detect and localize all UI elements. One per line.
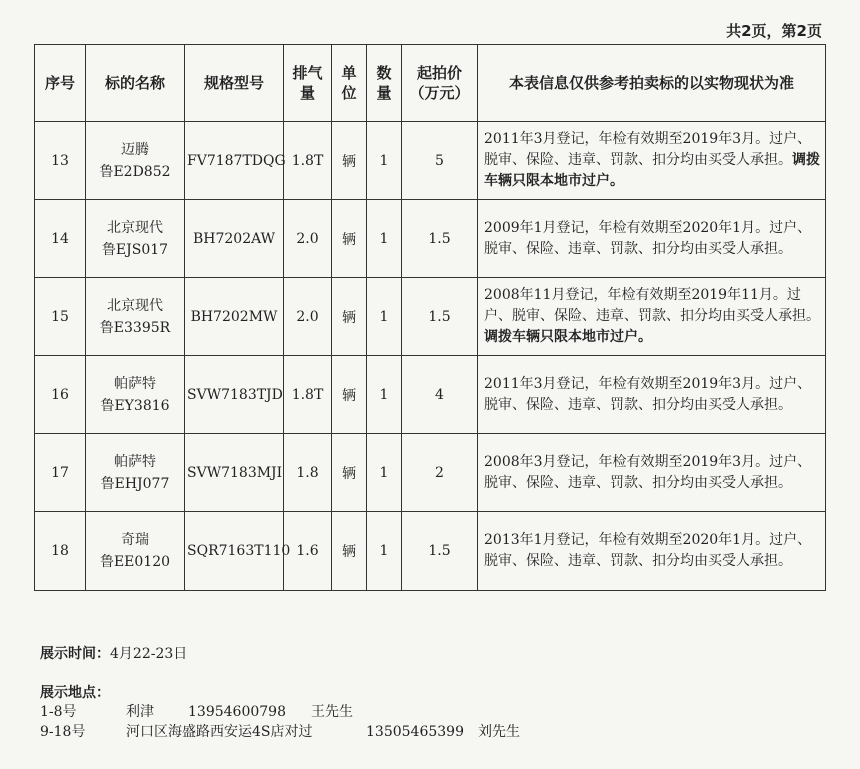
cell-note: 2008年11月登记，年检有效期至2019年11月。过户、脱审、保险、违章、罚款、扣分均由买受人承担。调拨车辆只限本地市过户。 — [478, 278, 826, 356]
cell-name: 北京现代 鲁E3395R — [86, 278, 185, 356]
display-place-label: 展示地点： — [40, 685, 110, 701]
location-phone: 13954600798 — [188, 704, 286, 720]
cell-qty: 1 — [367, 278, 402, 356]
cell-name: 奇瑞 鲁EE0120 — [86, 512, 185, 591]
cell-price: 5 — [402, 122, 478, 200]
location-row — [40, 701, 353, 721]
table-row — [35, 200, 826, 278]
cell-name: 迈腾 鲁E2D852 — [86, 122, 185, 200]
cell-price: 4 — [402, 356, 478, 434]
cell-qty: 1 — [367, 434, 402, 512]
header-seq: 序号 — [35, 45, 86, 122]
display-time-label: 展示时间： — [40, 646, 110, 662]
cell-model: BH7202MW — [185, 278, 284, 356]
cell-seq: 13 — [35, 122, 86, 200]
location-phone: 13505465399 — [366, 724, 464, 740]
header-qty: 数 量 — [367, 45, 402, 122]
header-model: 规格型号 — [185, 45, 284, 122]
cell-unit: 辆 — [332, 512, 367, 591]
cell-name: 北京现代 鲁EJS017 — [86, 200, 185, 278]
cell-seq: 15 — [35, 278, 86, 356]
display-time-value: 4月22-23日 — [110, 646, 188, 662]
display-time — [40, 643, 187, 663]
table-header-row — [35, 45, 826, 122]
table-row — [35, 278, 826, 356]
cell-note: 2011年3月登记，年检有效期至2019年3月。过户、脱审、保险、违章、罚款、扣分均由买受人承担。调拨车辆只限本地市过户。 — [478, 122, 826, 200]
cell-seq: 18 — [35, 512, 86, 591]
header-price: 起拍价 （万元） — [402, 45, 478, 122]
cell-note: 2013年1月登记，年检有效期至2020年1月。过户、脱审、保险、违章、罚款、扣分均由买受人承担。 — [478, 512, 826, 591]
cell-price: 2 — [402, 434, 478, 512]
table-row — [35, 434, 826, 512]
cell-qty: 1 — [367, 122, 402, 200]
cell-model: SVW7183MJI — [185, 434, 284, 512]
cell-unit: 辆 — [332, 278, 367, 356]
cell-unit: 辆 — [332, 356, 367, 434]
cell-seq: 16 — [35, 356, 86, 434]
cell-qty: 1 — [367, 200, 402, 278]
cell-unit: 辆 — [332, 200, 367, 278]
cell-displacement: 2.0 — [284, 278, 332, 356]
cell-price: 1.5 — [402, 200, 478, 278]
cell-name: 帕萨特 鲁EHJ077 — [86, 434, 185, 512]
cell-displacement: 1.8 — [284, 434, 332, 512]
cell-qty: 1 — [367, 356, 402, 434]
auction-listing-table — [34, 44, 826, 591]
cell-model: FV7187TDQG — [185, 122, 284, 200]
location-contact: 王先生 — [311, 704, 353, 720]
cell-unit: 辆 — [332, 434, 367, 512]
table-row — [35, 512, 826, 591]
table-row — [35, 122, 826, 200]
cell-displacement: 1.6 — [284, 512, 332, 591]
table-row — [35, 356, 826, 434]
header-note: 本表信息仅供参考拍卖标的以实物现状为准 — [478, 45, 826, 122]
cell-seq: 17 — [35, 434, 86, 512]
page-indicator: 共2页，第2页 — [726, 22, 822, 40]
header-displacement: 排气 量 — [284, 45, 332, 122]
cell-model: SQR7163T110 — [185, 512, 284, 591]
cell-displacement: 1.8T — [284, 356, 332, 434]
location-place: 利津 — [126, 704, 154, 720]
cell-model: BH7202AW — [185, 200, 284, 278]
cell-model: SVW7183TJD — [185, 356, 284, 434]
cell-name: 帕萨特 鲁EY3816 — [86, 356, 185, 434]
cell-note: 2008年3月登记，年检有效期至2019年3月。过户、脱审、保险、违章、罚款、扣分均由买受人承担。 — [478, 434, 826, 512]
header-unit: 单 位 — [332, 45, 367, 122]
location-row — [40, 721, 520, 741]
cell-qty: 1 — [367, 512, 402, 591]
location-place: 河口区海盛路西安运4S店对过 — [126, 724, 313, 740]
cell-displacement: 1.8T — [284, 122, 332, 200]
cell-displacement: 2.0 — [284, 200, 332, 278]
location-range: 9-18号 — [40, 724, 86, 740]
cell-price: 1.5 — [402, 278, 478, 356]
cell-unit: 辆 — [332, 122, 367, 200]
cell-note: 2009年1月登记，年检有效期至2020年1月。过户、脱审、保险、违章、罚款、扣分均由买受人承担。 — [478, 200, 826, 278]
header-name: 标的名称 — [86, 45, 185, 122]
location-range: 1-8号 — [40, 704, 77, 720]
cell-note: 2011年3月登记，年检有效期至2019年3月。过户、脱审、保险、违章、罚款、扣分均由买受人承担。 — [478, 356, 826, 434]
cell-seq: 14 — [35, 200, 86, 278]
location-contact: 刘先生 — [478, 724, 520, 740]
cell-price: 1.5 — [402, 512, 478, 591]
